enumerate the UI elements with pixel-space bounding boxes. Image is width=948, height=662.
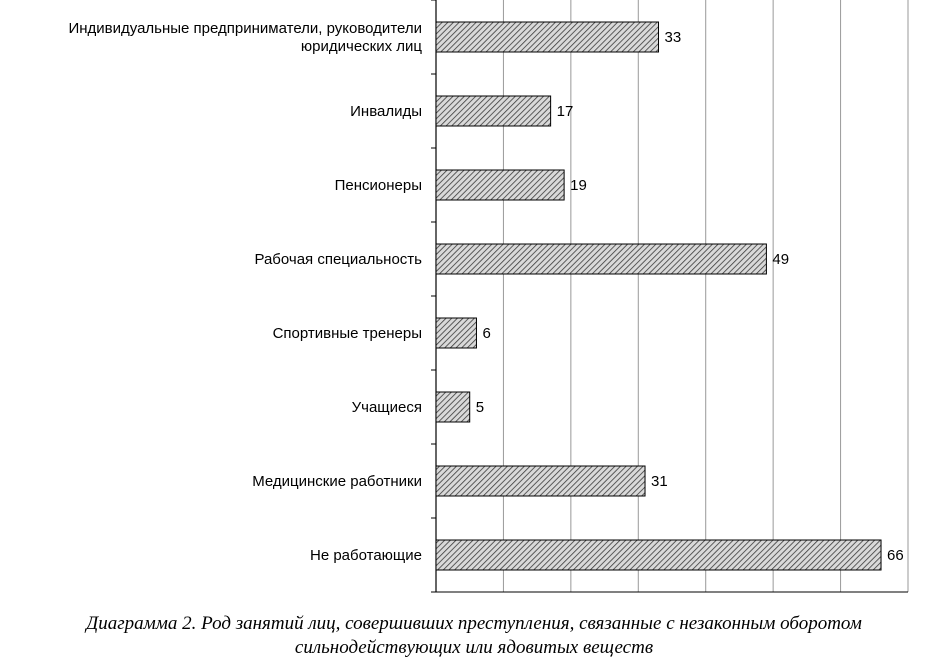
bar	[436, 22, 659, 52]
category-label: Рабочая специальность	[254, 251, 422, 268]
bar	[436, 244, 766, 274]
category-label: юридических лиц	[300, 38, 422, 55]
caption-line-2: сильнодействующих или ядовитых веществ	[294, 637, 654, 658]
value-label: 66	[887, 547, 904, 564]
bar	[436, 392, 470, 422]
category-label: Пенсионеры	[334, 177, 422, 194]
bar	[436, 540, 881, 570]
category-label: Медицинские работники	[252, 473, 422, 490]
figure-caption	[0, 612, 948, 660]
value-label: 33	[664, 29, 682, 46]
caption-line-1: Диаграмма 2. Род занятий лиц, совершивших преступления, связанные с незаконным оборотом	[86, 613, 862, 634]
bar	[436, 318, 476, 348]
category-label: Индивидуальные предприниматели, руководители	[68, 20, 422, 37]
gridlines	[503, 0, 908, 592]
category-label: Спортивные тренеры	[272, 325, 422, 342]
value-label: 5	[475, 399, 485, 416]
value-label: 17	[556, 103, 574, 120]
category-label: Учащиеся	[351, 399, 422, 416]
value-label: 19	[570, 177, 587, 194]
bar	[436, 466, 645, 496]
category-labels	[68, 20, 422, 564]
bar	[436, 96, 551, 126]
category-label: Не работающие	[310, 547, 422, 564]
bar	[436, 170, 564, 200]
value-label: 31	[651, 473, 668, 490]
value-label: 6	[482, 325, 491, 342]
category-label: Инвалиды	[350, 103, 422, 120]
value-label: 49	[772, 251, 790, 268]
y-axis	[431, 0, 908, 592]
